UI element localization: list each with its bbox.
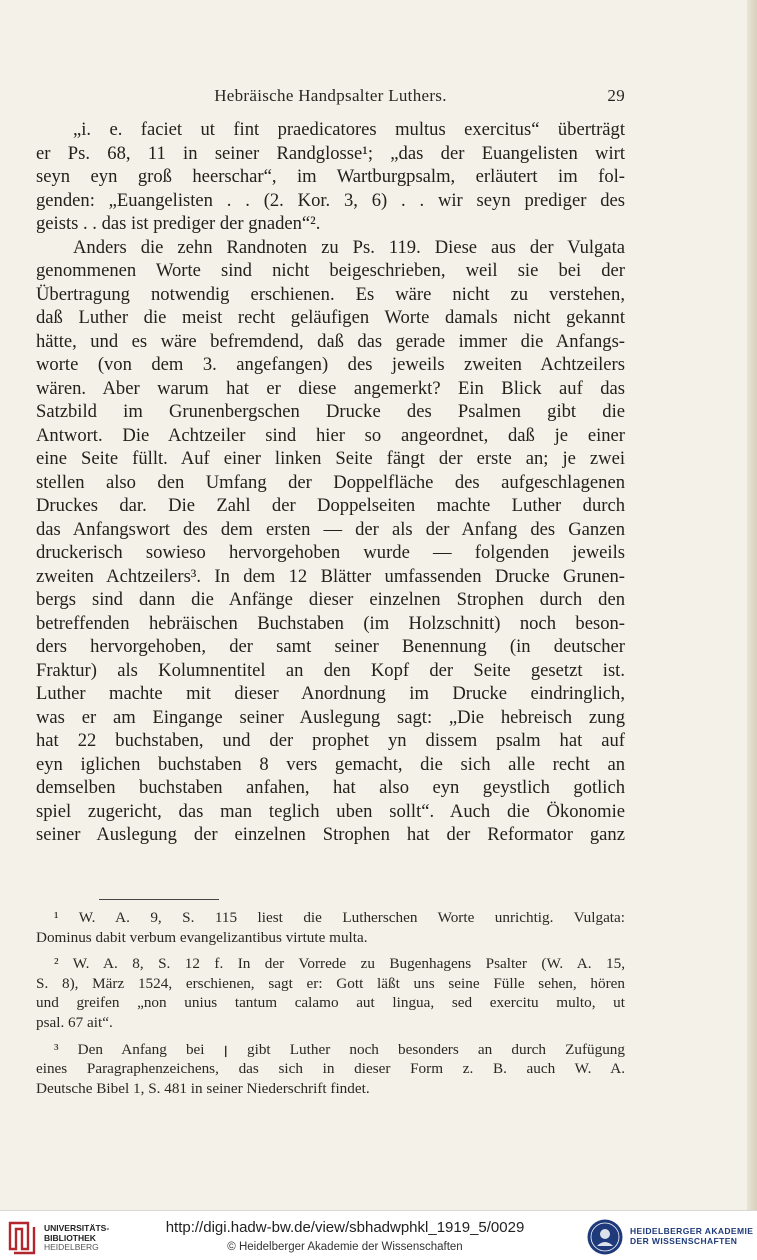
academy-name-line-2: DER WISSENSCHAFTEN <box>630 1236 738 1246</box>
body-line: Fraktur) als Kolumnentitel an den Kopf der Seite gesetzt ist. <box>36 659 625 681</box>
footnote-line: ¹ W. A. 9, S. 115 liest die Lutherschen Worte unrichtig. Vulgata: <box>54 909 625 926</box>
footnote-line: und greifen „non unius tantum calamo aut lingua, sed exercitu multo, ut <box>36 994 625 1012</box>
footnotes <box>36 908 625 1098</box>
footnote-line: Dominus dabit verbum evangelizantibus virtute multa. <box>36 928 368 946</box>
body-line: Druckes dar. Die Zahl der Doppelseiten machte Luther durch <box>36 495 625 516</box>
body-line: betreffenden hebräischen Buchstaben (im Holzschnitt) noch beson- <box>36 612 625 634</box>
body-line: druckerisch sowieso hervorgehoben wurde — folgenden jeweils <box>36 542 625 563</box>
running-head <box>36 86 625 108</box>
body-line: das Anfangswort des dem ersten — der als der Anfang des Ganzen <box>36 518 625 540</box>
footnote-line: Deutsche Bibel 1, S. 481 in seiner Niederschrift findet. <box>36 1079 370 1097</box>
library-name-line-2: BIBLIOTHEK <box>44 1232 96 1243</box>
body-line: spiel zugericht, das man teglich uben sollt“. Auch die Ökonomie <box>36 800 625 822</box>
footnote-line: S. 8), März 1524, erschienen, sagt er: Gott läßt uns seine Fülle sehen, hören <box>36 974 625 992</box>
body-line: hat 22 buchstaben, und der prophet yn dissem psalm hat auf <box>36 730 625 751</box>
body-line: er Ps. 68, 11 in seiner Randglosse¹; „das der Euangelisten wirt <box>36 142 625 164</box>
footnote-line: psal. 67 ait“. <box>36 1013 113 1031</box>
footnote <box>36 954 625 1032</box>
body-line: seyn eyn groß heerschar“, im Wartburgpsalm, erläutert im fol- <box>36 166 625 187</box>
footnote-line: ² W. A. 8, S. 12 f. In der Vorrede zu Bugenhagens Psalter (W. A. 15, <box>54 955 625 973</box>
academy-seal-icon <box>586 1218 624 1256</box>
body-line: Anders die zehn Randnoten zu Ps. 119. Diese aus der Vulgata <box>73 236 625 258</box>
copyright-notice: © Heidelberger Akademie der Wissenschaften <box>227 1241 463 1253</box>
body-line: Satzbild im Grunenbergschen Drucke des Psalmen gibt die <box>36 401 625 422</box>
body-line: Luther machte mit dieser Anordnung im Drucke eindringlich, <box>36 683 625 704</box>
body-line: eyn iglichen buchstaben 8 vers gemacht, die sich alle recht an <box>36 753 625 775</box>
footnote-gap <box>36 947 625 954</box>
body-line: genommenen Worte sind nicht beigeschrieben, weil sie bei der <box>36 260 625 281</box>
body-line: Antwort. Die Achtzeiler sind hier so angeordnet, daß je einer <box>36 424 625 446</box>
page-number: 29 <box>607 86 625 105</box>
body-line: seiner Auslegung der einzelnen Strophen hat der Reformator ganz <box>36 824 625 845</box>
footnote-line: ³ Den Anfang bei ꞁ gibt Luther noch besonders an durch Zufügung <box>54 1040 625 1058</box>
body-line: ders hervorgehoben, der samt seiner Benennung (in deutscher <box>36 636 625 657</box>
body-line: worte (von dem 3. angefangen) des jeweils zweiten Achtzeilers <box>36 354 625 375</box>
footnote <box>36 1040 625 1099</box>
university-library-name <box>44 1224 109 1253</box>
body-line: bergs sind dann die Anfänge dieser einzelnen Strophen durch den <box>36 589 625 610</box>
footnote-gap <box>36 1033 625 1040</box>
body-line: was er am Eingange seiner Auslegung sagt: „Die hebreisch zung <box>36 706 625 728</box>
body-line: daß Luther die meist recht geläufigen Worte damals nicht gekannt <box>36 307 625 328</box>
academy-name <box>630 1226 753 1246</box>
library-city: HEIDELBERG <box>44 1242 99 1252</box>
page-edge <box>747 0 757 1210</box>
body-line: Übertragung notwendig erschienen. Es wäre nicht zu verstehen, <box>36 283 625 305</box>
footnote-line: eines Paragraphenzeichens, das sich in dieser Form z. B. auch W. A. <box>36 1060 625 1078</box>
footnote-rule <box>99 899 219 900</box>
body-line: demselben buchstaben anfahen, hat also eyn geystlich gotlich <box>36 777 625 798</box>
body-line: stellen also den Umfang der Doppelfläche des aufgeschlagenen <box>36 471 625 493</box>
body-line: geists . . das ist prediger der gnaden“². <box>36 213 321 234</box>
body-text <box>36 118 625 847</box>
body-line: wären. Aber warum hat er diese angemerkt? Ein Blick auf das <box>36 377 625 399</box>
university-library-logo-icon <box>6 1219 40 1255</box>
academy-name-line-1: HEIDELBERGER AKADEMIE <box>630 1226 754 1236</box>
footnote <box>36 908 625 947</box>
body-line: hätte, und es wäre befremdend, daß das gerade immer die Anfangs- <box>36 330 625 352</box>
permalink-url[interactable]: http://digi.hadw-bw.de/view/sbhadwphkl_1919_5/0029 <box>165 1219 525 1236</box>
library-name-line-1: UNIVERSITÄTS- <box>44 1223 110 1233</box>
body-line: „i. e. faciet ut fint praedicatores multus exercitus“ überträgt <box>73 119 625 140</box>
viewer-footer <box>0 1210 757 1260</box>
body-line: genden: „Euangelisten . . (2. Kor. 3, 6) . . wir seyn prediger des <box>36 189 625 211</box>
body-line: zweiten Achtzeilers³. In dem 12 Blätter umfassenden Drucke Grunen- <box>36 565 625 587</box>
body-line: eine Seite füllt. Auf einer linken Seite fängt der erste an; je zwei <box>36 448 625 469</box>
running-head-title: Hebräische Handpsalter Luthers. <box>214 86 447 105</box>
